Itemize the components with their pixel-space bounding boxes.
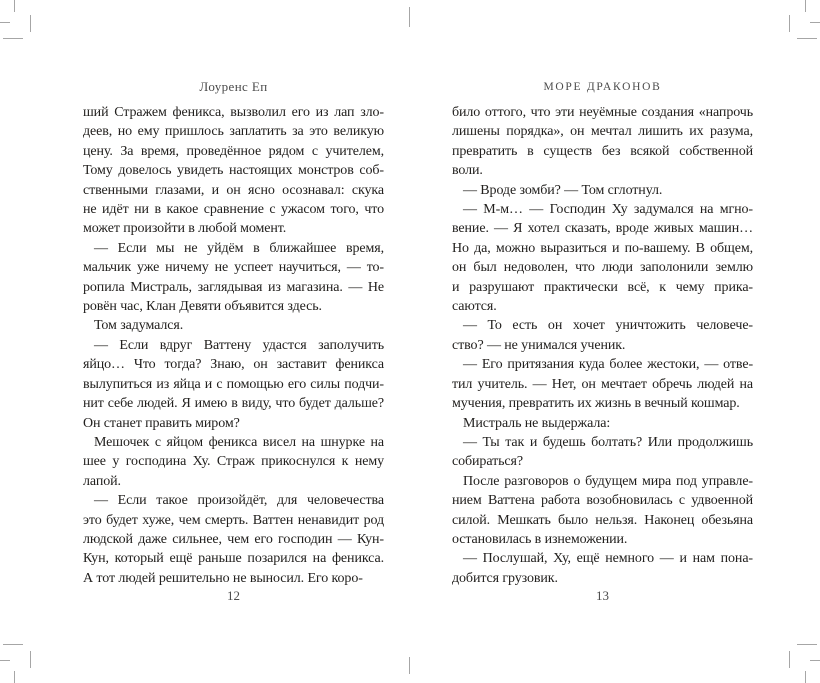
crop-mark-top-center-tick — [409, 7, 410, 27]
text-line: он был недоволен, что люди заполонили землю — [452, 260, 753, 276]
text-line: — Его притязания куда более жестоки, — отве- — [463, 357, 753, 373]
page-right — [452, 0, 753, 683]
paragraph — [452, 414, 753, 433]
paragraph — [83, 491, 384, 588]
text-line: мучения, превратить их жизнь в вечный кошмар. — [452, 396, 740, 412]
crop-mark-bottom-right-inner-v — [789, 651, 790, 668]
text-line: — Если вдруг Ваттену удастся заполучить — [94, 337, 384, 353]
text-line: — Ты так и будешь болтать? Или продолжишь — [463, 434, 753, 450]
crop-mark-bottom-right-outer-h — [810, 660, 820, 661]
crop-mark-bottom-right-outer-v — [805, 671, 806, 683]
text-line: Тому довелось увидеть настоящих монстров соб- — [83, 163, 384, 179]
paragraph — [452, 103, 753, 181]
paragraph — [83, 103, 384, 239]
text-line: После разговоров о будущем мира под управле- — [463, 473, 753, 489]
crop-mark-top-right-inner-v — [789, 15, 790, 32]
text-line: не идёт ни в какое сравнение с ужасом того, что — [83, 202, 384, 218]
crop-mark-top-left-outer-h — [0, 22, 10, 23]
text-line: превратить в существ без всякой собственной — [452, 143, 753, 159]
running-header-author: Лоуренс Еп — [199, 79, 268, 94]
text-line: — М-м… — Господин Ху задумался на мгно- — [463, 202, 753, 218]
paragraph — [452, 181, 753, 200]
text-line: лишены порядка», он мечтал лишить их разума, — [452, 124, 753, 140]
text-line: деев, но ему пришлось заплатить за это великую — [83, 124, 384, 140]
text-line: А тот людей решительно не выносил. Его коро- — [83, 570, 363, 586]
text-line: — Послушай, Ху, ещё немного — и нам пона- — [463, 551, 753, 567]
text-line: и разрушают практически всё, к чему прика- — [452, 279, 753, 295]
page-number-left: 12 — [227, 588, 240, 603]
text-line: силой. Мешкать было нельзя. Наконец обезьяна — [452, 512, 753, 528]
text-line: остановилась в изнеможении. — [452, 531, 628, 547]
text-line: это будет хуже, чем смерть. Ваттен ненавидит род — [83, 512, 384, 528]
paragraph — [452, 472, 753, 550]
paragraph — [452, 549, 753, 588]
crop-mark-top-left-inner-v — [30, 15, 31, 32]
running-header-title: МОРЕ ДРАКОНОВ — [543, 81, 662, 93]
text-line: — Если мы не уйдём в ближайшее время, — [94, 240, 384, 256]
crop-mark-top-right-outer-h — [810, 22, 820, 23]
text-line: — То есть он хочет уничтожить человече- — [463, 318, 753, 334]
text-line: вение. — Я хотел сказать, вроде живых машин… — [452, 221, 753, 237]
text-line: людской даже сильнее, чем его господин — Кун- — [83, 531, 384, 547]
crop-mark-bottom-center-tick — [409, 657, 410, 674]
text-line: Он станет править миром? — [83, 415, 240, 431]
paragraph — [452, 316, 753, 355]
crop-mark-bottom-left-outer-h — [0, 660, 10, 661]
page-left — [83, 0, 384, 683]
text-line: Том задумался. — [94, 318, 184, 334]
text-line: Но да, можно выразиться и по-вашему. В общем, — [452, 240, 753, 256]
text-line: — Вроде зомби? — Том сглотнул. — [463, 182, 663, 198]
paragraph — [83, 239, 384, 317]
text-line: яйцо… Что тогда? Знаю, он заставит феникса — [83, 357, 384, 373]
text-line: ровён час, Клан Девяти объявится здесь. — [83, 299, 322, 315]
text-line: добится грузовик. — [452, 570, 558, 586]
text-line: собираться? — [452, 454, 523, 470]
crop-mark-top-right-outer-v — [805, 0, 806, 12]
page-body-right — [452, 103, 753, 588]
text-line: ропила Мистраль, заглядывая из магазина. — Не — [83, 279, 384, 295]
crop-mark-top-left-outer-v — [14, 0, 15, 12]
text-line: било оттого, что эти неуёмные создания «напрочь — [452, 105, 753, 120]
text-line: Кун, который ещё раньше позарился на феникса. — [83, 551, 384, 567]
text-line: Мистраль не выдержала: — [463, 415, 611, 431]
text-line: лапой. — [83, 473, 121, 489]
text-line: нит себе людей. Я имею в виду, что будет дальше? — [83, 396, 384, 412]
page-number-right: 13 — [596, 588, 609, 603]
paragraph — [452, 355, 753, 413]
page-body-left — [83, 103, 384, 588]
text-line: тил учитель. — Нет, он мечтает обречь людей на — [452, 376, 753, 392]
crop-mark-top-left-inner-h — [3, 38, 23, 39]
text-line: саются. — [452, 299, 497, 315]
text-line: может произойти в любой момент. — [83, 221, 287, 237]
text-line: ший Стражем феникса, вызволил его из лап зло- — [83, 105, 384, 120]
text-line: воли. — [452, 163, 483, 179]
crop-mark-bottom-left-outer-v — [14, 671, 15, 683]
paragraph — [83, 336, 384, 433]
crop-mark-bottom-left-inner-h — [3, 644, 23, 645]
text-line: шее у господина Ху. Страж прикоснулся к нему — [83, 454, 384, 470]
crop-mark-bottom-left-inner-v — [30, 651, 31, 668]
text-line: вылупиться из яйца и с помощью его силы подчи- — [83, 376, 384, 392]
text-line: цену. За время, проведённое рядом с учителем, — [83, 143, 384, 159]
paragraph — [452, 200, 753, 316]
text-line: ство? — не унимался ученик. — [452, 337, 626, 353]
text-line: Мешочек с яйцом феникса висел на шнурке на — [94, 434, 384, 450]
text-line: нием Ваттена работа возобновилась с удвоенной — [452, 493, 753, 509]
text-line: мальчик уже ничему не успеет научиться, — то- — [83, 260, 384, 276]
text-line: — Если такое произойдёт, для человечества — [94, 493, 384, 509]
crop-mark-bottom-right-inner-h — [797, 644, 817, 645]
paragraph — [452, 433, 753, 472]
paragraph — [83, 433, 384, 491]
text-line: ственными глазами, и он ясно осознавал: скука — [83, 182, 384, 198]
paragraph — [83, 316, 384, 335]
crop-mark-top-right-inner-h — [797, 38, 817, 39]
